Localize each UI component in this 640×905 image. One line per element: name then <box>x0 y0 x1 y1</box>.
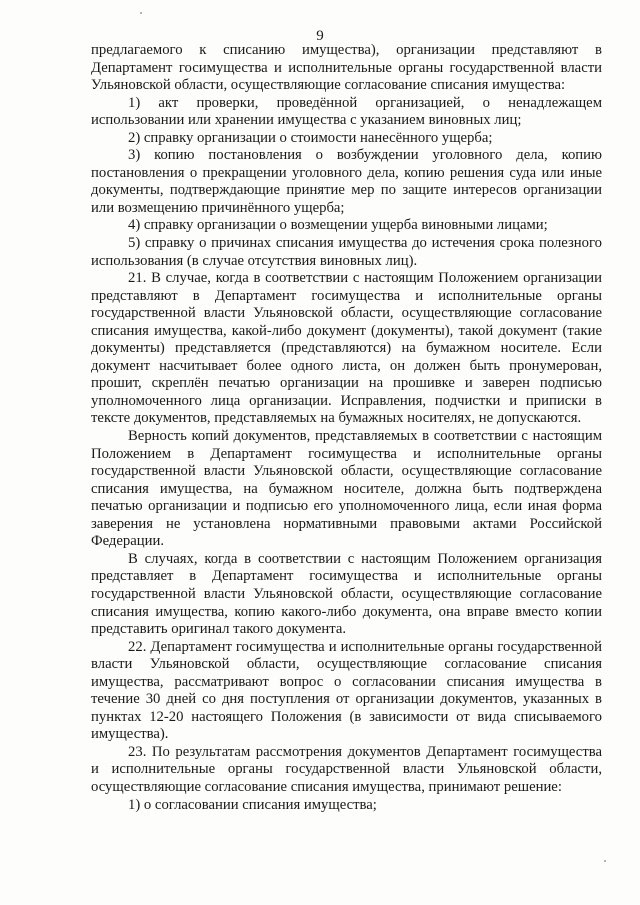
list-item-3: 3) копию постановления о возбуждении уголовного дела, копию постановления о прекращении уголовного дела, копию решения суда или иные документы, подтверждающие принятие мер по защите интересов организации или возмещению причинённого ущерба; <box>91 147 602 216</box>
paragraph-continuation: предлагаемого к списанию имущества), организации представляют в Департамент госимущества и исполнительные органы государственной власти Ульяновской области, осуществляющие согласование списания имущества: <box>91 42 602 94</box>
clause-21-copies: Верность копий документов, представляемых в соответствии с настоящим Положением в Департамент госимущества и исполнительные органы государственной власти Ульяновской области, осуществляющие согласование списания имущества, на бумажном носителе, должна быть подтверждена печатью организации и подписью его уполномоченного лица, если иная форма заверения не установлена нормативными правовыми актами Российской Федерации. <box>91 428 602 550</box>
clause-21: 21. В случае, когда в соответствии с настоящим Положением организации представляют в Департамент госимущества и исполнительные органы государственной власти Ульяновской области, осуществляющие согласование списания имущества, какой-либо документ (документы), такой документ (такие документы) представляется (представляются) на бумажном носителе. Если документ насчитывает более одного листа, он должен быть пронумерован, прошит, скреплён печатью организации на прошивке и заверен подписью уполномоченного лица организации. Исправления, подчистки и приписки в тексте документов, представляемых на бумажных носителях, не допускаются. <box>91 270 602 427</box>
list-item-4: 4) справку организации о возмещении ущерба виновными лицами; <box>128 217 548 234</box>
list-item-1: 1) акт проверки, проведённой организацией, о ненадлежащем использовании или хранении имущества с указанием виновных лиц; <box>91 94 602 129</box>
clause-22: 22. Департамент госимущества и исполнительные органы государственной власти Ульяновской области, осуществляющие согласование списания имущества, рассматривают вопрос о согласовании списания имущества в течение 30 дней со дня поступления от организации документов, указанных в пунктах 12-20 настоящего Положения (в зависимости от вида списываемого имущества). <box>91 638 602 743</box>
list-item-2: 2) справку организации о стоимости нанесённого ущерба; <box>128 129 493 146</box>
clause-23-item-1: 1) о согласовании списания имущества; <box>128 796 377 813</box>
scan-speck <box>140 12 142 14</box>
clause-23: 23. По результатам рассмотрения документов Департамент госимущества и исполнительные органы государственной власти Ульяновской области, осуществляющие согласование списания имущества, принимают решение: <box>91 743 602 795</box>
page-number: 9 <box>316 28 324 44</box>
scan-speck <box>604 860 606 862</box>
document-body <box>91 42 602 814</box>
clause-21-originals: В случаях, когда в соответствии с настоящим Положением организация представляет в Департамент госимущества и исполнительные органы государственной власти Ульяновской области, осуществляющие согласование списания имущества, копию какого-либо документа, она вправе вместо копии представить оригинал такого документа. <box>91 550 602 638</box>
list-item-5: 5) справку о причинах списания имущества до истечения срока полезного использования (в случае отсутствия виновных лиц). <box>91 235 602 269</box>
